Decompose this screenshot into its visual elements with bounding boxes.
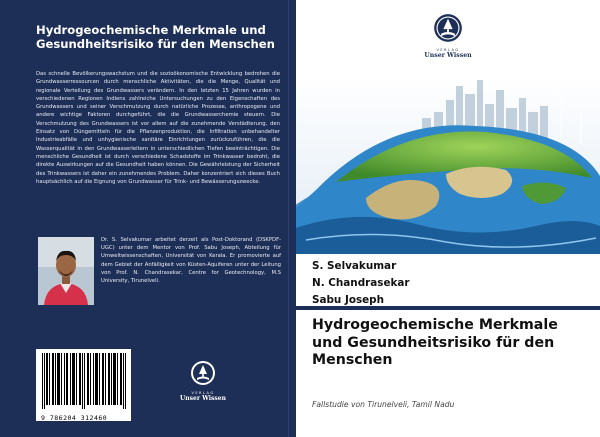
front-logo-verlag: VERLAG — [436, 48, 460, 52]
back-logo-name: Unser Wissen — [180, 395, 226, 402]
front-cover — [296, 0, 600, 437]
author-name: Sabu Joseph — [312, 294, 385, 306]
author-photo — [38, 237, 94, 305]
back-cover-blurb: Das schnelle Bevölkerungswachstum und die sozioökonomische Entwicklung bedrohen die Grundwasserressourcen durch menschliche Aktivitäten, die die Menge, Qualität und regionale Verteilung des Grundwassers verändern. In den letzten 15 Jahren wurden in verschiedenen Regionen Indiens zahlreiche Untersuchungen zu den Eigenschaften des Grundwassers und seiner Verschmutzung durch natürliche Prozesse, anthropogene und andere wichtige Faktoren durchgeführt, die die Grundwasserchemie steuern. Die Verschmutzung des Grundwassers ist vor allem auf die zunehmende Verstädterung, den Einsatz von Düngemitteln für die Pflanzenproduktion, die Infiltration unbehandelter Industrieabfälle und unhygienische sanitäre Einrichtungen zurückzuführen, die die Wasserqualität in den Grundwasserleitern in unterschiedlichen Tiefen beeinträchtigen. Die menschliche Gesundheit ist durch verschiedene Schadstoffe im Trinkwasser bedroht, die direkte Auswirkungen auf die Gesundheit haben können. Die Gewährleistung der Sicherheit des Trinkwassers ist daher ein zunehmendes Problem. Daher konzentriert sich dieses Buch hauptsächlich auf die Eignung von Grundwasser für Trink- und Bewässerungszwecke. — [36, 71, 280, 185]
author-name: S. Selvakumar — [312, 260, 397, 272]
back-logo-verlag: VERLAG — [191, 391, 215, 395]
book-spine — [288, 0, 296, 437]
isbn-barcode — [36, 349, 131, 421]
front-cover-subtitle: Fallstudie von Tirunelveli, Tamil Nadu — [312, 400, 455, 409]
title-divider — [296, 306, 600, 310]
cover-globe-illustration — [296, 78, 600, 254]
front-logo-band — [296, 0, 600, 78]
back-cover-title: Hydrogeochemische Merkmale und Gesundheitsrisiko für den Menschen — [36, 23, 275, 51]
book-tree-emblem-icon — [433, 13, 463, 43]
back-publisher-logo — [178, 360, 228, 402]
front-logo-name: Unser Wissen — [424, 52, 472, 59]
barcode-bars — [41, 353, 126, 409]
front-publisher-logo — [423, 13, 473, 59]
author-bio: Dr. S. Selvakumar arbeitet derzeit als Post-Doktorand (DSKPDF-UGC) unter dem Mentor von Prof. Sabu Joseph, Abteilung für Umweltwissenschaften, Universität von Kerala. Er promovierte auf dem Gebiet der Anfälligkeit von Küsten-Aquiferen unter der Leitung von Prof. N. Chandrasekar, Centre for Geotechnology, M.S University, Tirunelveli. — [101, 237, 281, 285]
author-name: N. Chandrasekar — [312, 277, 410, 289]
barcode-digits: 9 786204 312460 — [41, 414, 108, 422]
back-cover — [0, 0, 288, 437]
authors-list — [312, 258, 410, 309]
front-cover-title: Hydrogeochemische Merkmale und Gesundheitsrisiko für den Menschen — [312, 317, 558, 368]
book-tree-emblem-icon — [190, 360, 216, 386]
